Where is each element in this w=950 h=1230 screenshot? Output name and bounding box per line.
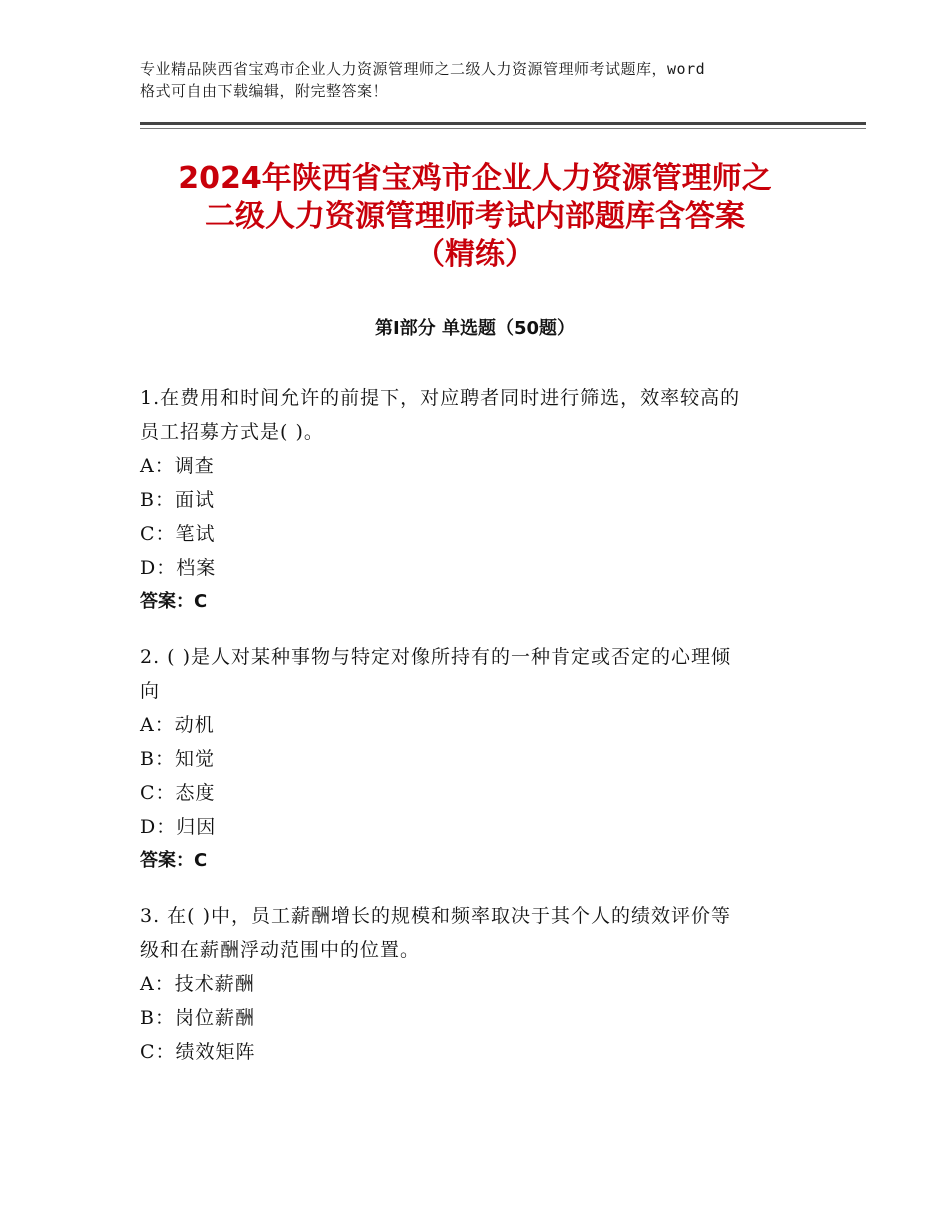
section-heading: 第Ⅰ部分 单选题（50题） bbox=[374, 318, 575, 339]
option-b: B：岗位薪酬 bbox=[140, 1007, 255, 1029]
option-c: C：绩效矩阵 bbox=[140, 1041, 256, 1063]
option-b: B：知觉 bbox=[140, 748, 215, 770]
option-d: D：档案 bbox=[140, 557, 217, 579]
question-text: 向 bbox=[140, 680, 161, 702]
title-line: 二级人力资源管理师考试内部题库含答案 bbox=[205, 199, 745, 234]
option-a: A：技术薪酬 bbox=[140, 973, 255, 995]
question-text: 2. ( )是人对某种事物与特定对像所持有的一种肯定或否定的心理倾 bbox=[140, 646, 732, 668]
question-text: 1.在费用和时间允许的前提下，对应聘者同时进行筛选，效率较高的 bbox=[140, 387, 741, 409]
question-1 bbox=[140, 381, 830, 619]
option-c: C：笔试 bbox=[140, 523, 216, 545]
option-d: D：归因 bbox=[140, 816, 217, 838]
answer: 答案：C bbox=[140, 591, 208, 612]
header-rule-thick bbox=[140, 122, 866, 125]
answer: 答案：C bbox=[140, 850, 208, 871]
title-line: （精练） bbox=[415, 237, 535, 272]
option-a: A：调查 bbox=[140, 455, 215, 477]
header-note-line: 格式可自由下载编辑，附完整答案！ bbox=[140, 82, 389, 100]
question-3 bbox=[140, 899, 830, 1069]
document-title bbox=[100, 160, 850, 274]
header-note-line: 专业精品陕西省宝鸡市企业人力资源管理师之二级人力资源管理师考试题库，word bbox=[140, 60, 706, 78]
question-text: 3. 在( )中，员工薪酬增长的规模和频率取决于其个人的绩效评价等 bbox=[140, 905, 732, 927]
question-text: 员工招募方式是( )。 bbox=[140, 421, 324, 443]
option-c: C：态度 bbox=[140, 782, 216, 804]
question-2 bbox=[140, 640, 830, 878]
question-list bbox=[140, 381, 830, 1090]
header-note bbox=[140, 58, 840, 102]
header-rule-thin bbox=[140, 128, 866, 129]
title-line: 2024年陕西省宝鸡市企业人力资源管理师之 bbox=[178, 161, 772, 196]
question-text: 级和在薪酬浮动范围中的位置。 bbox=[140, 939, 421, 961]
option-b: B：面试 bbox=[140, 489, 215, 511]
option-a: A：动机 bbox=[140, 714, 215, 736]
